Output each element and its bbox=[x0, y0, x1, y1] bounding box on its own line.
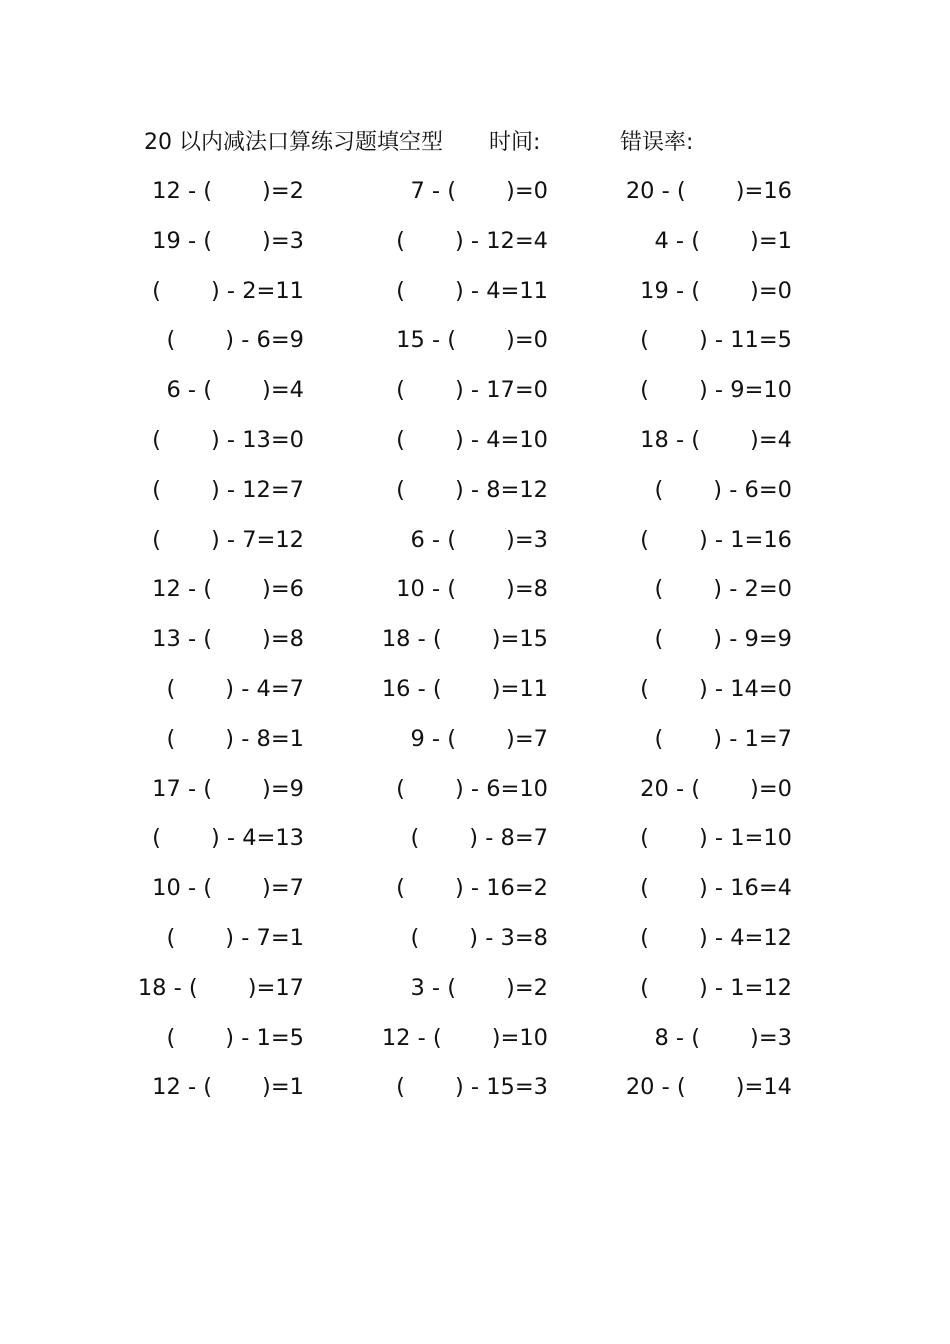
problem-row bbox=[0, 1021, 950, 1071]
problem-cell: ( ) - 8=7 bbox=[410, 825, 548, 852]
problem-cell: 9 - ( )=7 bbox=[410, 725, 548, 752]
worksheet-title: 20 以内减法口算练习题填空型 bbox=[144, 130, 443, 155]
problem-cell: ( ) - 1=7 bbox=[654, 725, 792, 752]
problem-cell: ( ) - 17=0 bbox=[396, 377, 548, 404]
problem-cell: ( ) - 11=5 bbox=[640, 327, 792, 354]
problem-cell: ( ) - 4=13 bbox=[152, 825, 304, 852]
problem-row bbox=[0, 1070, 950, 1120]
problem-row bbox=[0, 871, 950, 921]
problem-cell: ( ) - 14=0 bbox=[640, 675, 792, 702]
problem-cell: 10 - ( )=8 bbox=[396, 576, 548, 603]
problem-cell: 8 - ( )=3 bbox=[654, 1024, 792, 1051]
problem-cell: ( ) - 12=7 bbox=[152, 476, 304, 503]
problem-row bbox=[0, 373, 950, 423]
problem-cell: 12 - ( )=2 bbox=[152, 178, 304, 204]
problem-cell: ( ) - 15=3 bbox=[396, 1074, 548, 1101]
problem-cell: 15 - ( )=0 bbox=[396, 327, 548, 354]
problem-cell: ( ) - 16=2 bbox=[396, 875, 548, 902]
problem-cell: 4 - ( )=1 bbox=[654, 227, 792, 254]
problem-cell: ( ) - 6=0 bbox=[654, 476, 792, 503]
problem-cell: ( ) - 1=12 bbox=[640, 974, 792, 1001]
problem-cell: 13 - ( )=8 bbox=[152, 626, 304, 653]
time-label: 时间: bbox=[489, 130, 541, 155]
problem-cell: 10 - ( )=7 bbox=[152, 875, 304, 902]
problem-cell: ( ) - 1=10 bbox=[640, 825, 792, 852]
problem-row bbox=[0, 971, 950, 1021]
problem-cell: 20 - ( )=14 bbox=[625, 1074, 792, 1101]
problem-cell: ( ) - 6=9 bbox=[166, 327, 304, 354]
problem-row bbox=[0, 423, 950, 473]
problem-cell: ( ) - 4=11 bbox=[396, 277, 548, 304]
problem-cell: 7 - ( )=0 bbox=[410, 178, 548, 204]
problem-cell: 16 - ( )=11 bbox=[381, 675, 548, 702]
problem-row bbox=[0, 224, 950, 274]
problem-row bbox=[0, 722, 950, 772]
problem-cell: ( ) - 9=10 bbox=[640, 377, 792, 404]
problem-row bbox=[0, 921, 950, 971]
problem-cell: ( ) - 8=1 bbox=[166, 725, 304, 752]
problem-cell: ( ) - 12=4 bbox=[396, 227, 548, 254]
problem-row bbox=[0, 174, 950, 224]
problem-cell: 20 - ( )=0 bbox=[640, 775, 792, 802]
problem-grid bbox=[0, 174, 950, 1120]
problem-cell: ( ) - 1=5 bbox=[166, 1024, 304, 1051]
problem-cell: ( ) - 1=16 bbox=[640, 526, 792, 553]
problem-cell: 18 - ( )=4 bbox=[640, 426, 792, 453]
problem-row bbox=[0, 274, 950, 324]
problem-row bbox=[0, 772, 950, 822]
problem-row bbox=[0, 821, 950, 871]
problem-row bbox=[0, 672, 950, 722]
problem-cell: 18 - ( )=17 bbox=[137, 974, 304, 1001]
problem-row bbox=[0, 473, 950, 523]
problem-cell: ( ) - 13=0 bbox=[152, 426, 304, 453]
error-rate-label: 错误率: bbox=[620, 130, 694, 155]
problem-cell: 6 - ( )=3 bbox=[410, 526, 548, 553]
problem-cell: 12 - ( )=1 bbox=[152, 1074, 304, 1101]
problem-cell: 20 - ( )=16 bbox=[625, 178, 792, 204]
problem-cell: 18 - ( )=15 bbox=[381, 626, 548, 653]
problem-cell: ( ) - 8=12 bbox=[396, 476, 548, 503]
problem-cell: ( ) - 4=12 bbox=[640, 924, 792, 951]
problem-cell: ( ) - 16=4 bbox=[640, 875, 792, 902]
problem-cell: ( ) - 9=9 bbox=[654, 626, 792, 653]
problem-cell: 19 - ( )=0 bbox=[640, 277, 792, 304]
worksheet-header bbox=[144, 126, 744, 160]
problem-row bbox=[0, 523, 950, 573]
problem-cell: ( ) - 4=7 bbox=[166, 675, 304, 702]
problem-row bbox=[0, 622, 950, 672]
problem-cell: ( ) - 3=8 bbox=[410, 924, 548, 951]
problem-cell: ( ) - 2=0 bbox=[654, 576, 792, 603]
problem-cell: 3 - ( )=2 bbox=[410, 974, 548, 1001]
problem-cell: ( ) - 7=1 bbox=[166, 924, 304, 951]
problem-cell: 12 - ( )=10 bbox=[381, 1024, 548, 1051]
problem-row bbox=[0, 572, 950, 622]
problem-cell: ( ) - 2=11 bbox=[152, 277, 304, 304]
problem-cell: 19 - ( )=3 bbox=[152, 227, 304, 254]
problem-cell: ( ) - 7=12 bbox=[152, 526, 304, 553]
problem-cell: ( ) - 4=10 bbox=[396, 426, 548, 453]
problem-cell: 6 - ( )=4 bbox=[166, 377, 304, 404]
problem-cell: 12 - ( )=6 bbox=[152, 576, 304, 603]
problem-cell: 17 - ( )=9 bbox=[152, 775, 304, 802]
problem-row bbox=[0, 323, 950, 373]
problem-cell: ( ) - 6=10 bbox=[396, 775, 548, 802]
